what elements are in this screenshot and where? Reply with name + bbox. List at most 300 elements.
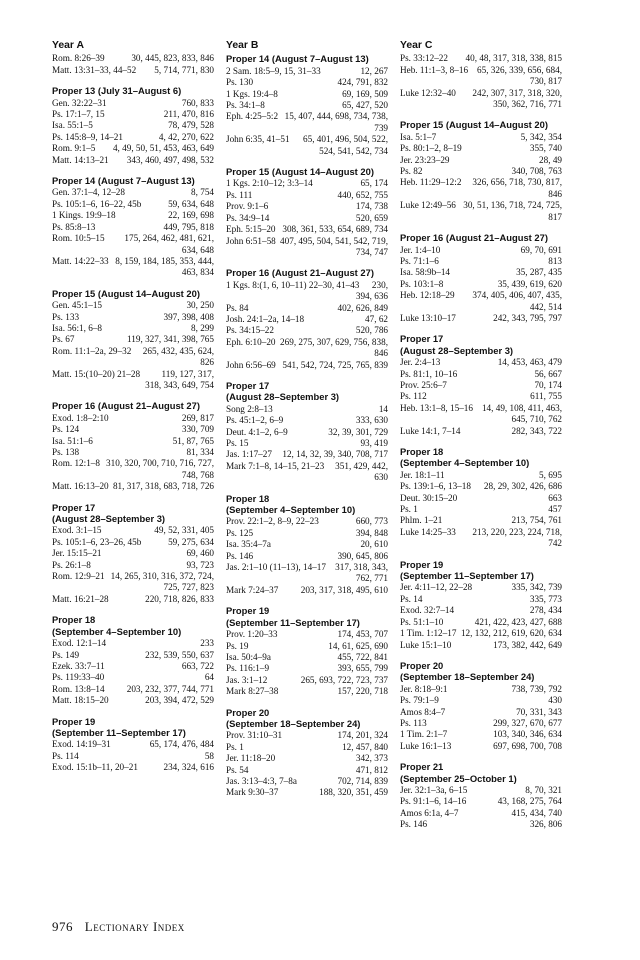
proper-heading <box>52 175 214 186</box>
index-entry <box>52 458 214 481</box>
index-entry <box>226 652 388 663</box>
index-entry <box>52 481 214 492</box>
index-entry <box>400 808 562 819</box>
proper-heading <box>52 400 214 411</box>
page-references: 265, 693, 722, 723, 737 <box>300 674 388 685</box>
year-heading: Year C <box>400 40 433 51</box>
index-entry <box>400 493 562 504</box>
scripture-reference: Exod. 12:1–14 <box>52 638 107 649</box>
scripture-reference: Ps. 33:12–22 <box>400 53 448 64</box>
page-references: 15, 407, 444, 698, 734, 738, 739 <box>284 111 388 133</box>
index-entry <box>52 594 214 605</box>
scripture-reference: Jas. 1:17–27 <box>226 449 272 460</box>
proper-section <box>52 502 214 606</box>
scripture-reference: Ps. 80:1–2, 8–19 <box>400 143 462 154</box>
scripture-reference: Jas. 3:1–12 <box>226 674 268 685</box>
scripture-reference: Exod. 32:7–14 <box>400 605 455 616</box>
proper-section <box>400 660 562 752</box>
proper-heading <box>52 716 214 739</box>
index-entry <box>226 77 388 88</box>
page-references: 51, 87, 765 <box>172 435 214 446</box>
proper-heading-line: Proper 17 <box>226 379 270 391</box>
page-references: 81, 317, 318, 683, 718, 726 <box>112 481 214 492</box>
index-entry <box>400 313 562 324</box>
page-references: 702, 714, 839 <box>337 775 388 786</box>
page-references: 213, 220, 223, 224, 718, 742 <box>472 526 562 549</box>
scripture-reference: Ps. 14 <box>400 593 423 604</box>
page-references: 69, 169, 509 <box>342 88 388 99</box>
index-entry <box>400 143 562 154</box>
scripture-reference: Rom. 11:1–2a, 29–32 <box>52 345 132 356</box>
index-entry <box>52 65 214 76</box>
scripture-reference: Rom. 12:1–8 <box>52 458 100 469</box>
index-entry <box>226 765 388 776</box>
page-references: 5, 714, 771, 830 <box>154 64 214 75</box>
index-entry <box>52 638 214 649</box>
proper-heading-line: (September 4–September 10) <box>52 625 182 637</box>
page-references: 8, 754 <box>191 187 214 198</box>
index-entry <box>400 380 562 391</box>
proper-section <box>400 53 562 110</box>
index-entry <box>226 280 388 303</box>
page-references: 12, 14, 32, 39, 340, 708, 717 <box>282 449 388 460</box>
proper-heading <box>52 85 214 96</box>
page-references: 175, 264, 462, 481, 621, 634, 648 <box>124 233 214 255</box>
page-references: 663 <box>548 492 562 503</box>
index-entry <box>400 684 562 695</box>
page-references: 69, 460 <box>186 548 214 559</box>
scripture-reference: Ps. 45:1–2, 6–9 <box>226 415 284 426</box>
proper-heading-line: Proper 16 (August 21–August 27) <box>400 232 548 244</box>
proper-heading-line: (September 18–September 24) <box>226 717 361 729</box>
page-references: 282, 343, 722 <box>511 425 562 436</box>
scripture-reference: Exod. 15:1b–11, 20–21 <box>52 762 138 773</box>
running-title: Lectionary Index <box>84 919 185 934</box>
page-references: 103, 340, 346, 634 <box>493 729 562 740</box>
proper-section <box>226 53 388 157</box>
page-references: 14, 49, 108, 411, 463, 645, 710, 762 <box>481 402 562 425</box>
page-references: 5, 695 <box>539 469 562 480</box>
proper-section <box>226 707 388 799</box>
page-references: 65, 401, 496, 504, 522, 524, 541, 542, 734 <box>303 134 388 156</box>
page-references: 35, 287, 435 <box>516 267 562 278</box>
scripture-reference: Ps. 85:8–13 <box>52 221 96 232</box>
proper-heading-line: Proper 15 (August 14–August 20) <box>52 287 200 299</box>
page-references: 333, 630 <box>355 415 388 426</box>
index-entry <box>52 413 214 424</box>
scripture-reference: Exod. 1:8–2:10 <box>52 412 109 423</box>
column-year-c <box>400 40 562 840</box>
page-references: 611, 755 <box>530 391 562 402</box>
proper-heading-line: Proper 19 <box>226 605 270 617</box>
page-references: 78, 479, 528 <box>168 120 214 131</box>
index-entry <box>400 256 562 267</box>
scripture-reference: Eph. 4:25–5:2 <box>226 111 279 122</box>
index-entry <box>52 739 214 750</box>
proper-section <box>226 493 388 597</box>
scripture-reference: Ps. 17:1–7, 15 <box>52 109 105 120</box>
scripture-reference: Mark 7:1–8, 14–15, 21–23 <box>226 460 325 471</box>
proper-heading <box>400 446 562 469</box>
index-entry <box>400 391 562 402</box>
year-heading: Year B <box>226 40 259 51</box>
scripture-reference: Jer. 8:18–9:1 <box>400 683 448 694</box>
index-entry <box>226 178 388 189</box>
index-entry <box>226 224 388 235</box>
index-entry <box>400 729 562 740</box>
page-references: 213, 754, 761 <box>511 515 562 526</box>
page-references: 28, 29, 302, 426, 686 <box>483 481 562 492</box>
scripture-reference: Deut. 30:15–20 <box>400 492 458 503</box>
page-references: 93, 723 <box>186 559 214 570</box>
page-references: 4, 49, 50, 51, 453, 463, 649 <box>112 143 214 154</box>
index-entry <box>400 785 562 796</box>
page-references: 813 <box>548 255 562 266</box>
page-references: 393, 655, 799 <box>337 663 388 674</box>
index-entry <box>400 426 562 437</box>
proper-heading <box>226 493 388 516</box>
index-entry <box>400 718 562 729</box>
page-references: 8, 299 <box>191 322 214 333</box>
scripture-reference: Prov. 9:1–6 <box>226 201 269 212</box>
scripture-reference: Rom. 13:8–14 <box>52 683 105 694</box>
scripture-reference: Eph. 5:15–20 <box>226 224 276 235</box>
index-entry <box>226 528 388 539</box>
page-references: 234, 324, 616 <box>163 762 214 773</box>
page-references: 43, 168, 275, 764 <box>497 796 562 807</box>
scripture-reference: 1 Tim. 1:12–17 <box>400 628 457 639</box>
scripture-reference: Isa. 58:9b–14 <box>400 267 451 278</box>
scripture-reference: Ps. 54 <box>226 764 249 775</box>
index-entry <box>226 730 388 741</box>
page-references: 65, 174 <box>360 178 388 189</box>
scripture-reference: Heb. 11:1–3, 8–16 <box>400 64 469 75</box>
page-references: 14, 453, 463, 479 <box>497 357 562 368</box>
page-references: 58 <box>204 750 214 761</box>
index-entry <box>400 605 562 616</box>
scripture-reference: Eph. 6:10–20 <box>226 336 276 347</box>
scripture-reference: Rom. 10:5–15 <box>52 233 105 244</box>
index-entry <box>52 98 214 109</box>
scripture-reference: Luke 14:25–33 <box>400 526 456 537</box>
scripture-reference: Ps. 103:1–8 <box>400 278 444 289</box>
scripture-reference: Josh. 24:1–2a, 14–18 <box>226 313 305 324</box>
page-references: 308, 361, 533, 654, 689, 734 <box>282 224 388 235</box>
proper-section <box>52 400 214 492</box>
scripture-reference: Jas. 2:1–10 (11–13), 14–17 <box>226 562 326 573</box>
page-references: 203, 394, 472, 529 <box>145 695 214 706</box>
proper-heading-line: Proper 14 (August 7–August 13) <box>52 175 195 187</box>
page-references: 697, 698, 700, 708 <box>493 740 562 751</box>
index-entry <box>400 53 562 64</box>
scripture-reference: Matt. 16:21–28 <box>52 593 109 604</box>
page-references: 49, 52, 331, 405 <box>154 525 214 536</box>
index-entry <box>52 537 214 548</box>
index-entry <box>226 629 388 640</box>
index-entry <box>400 88 562 111</box>
proper-section <box>400 333 562 437</box>
page-references: 30, 445, 823, 833, 846 <box>131 53 214 64</box>
index-entry <box>52 751 214 762</box>
index-entry <box>226 438 388 449</box>
scripture-reference: Ps. 19 <box>226 640 249 651</box>
page-references: 28, 49 <box>539 154 562 165</box>
scripture-reference: John 6:56–69 <box>226 359 276 370</box>
scripture-reference: Ps. 1 <box>226 741 244 752</box>
scripture-reference: Matt. 15:(10–20) 21–28 <box>52 368 141 379</box>
scripture-reference: Isa. 5:1–7 <box>400 131 437 142</box>
proper-heading-line: Proper 18 <box>226 492 270 504</box>
index-entry <box>400 132 562 143</box>
proper-heading-line: Proper 19 <box>52 715 96 727</box>
page-references: 326, 656, 718, 730, 817, 846 <box>472 177 562 199</box>
page-references: 40, 48, 317, 318, 338, 815 <box>465 53 562 64</box>
scripture-reference: Gen. 32:22–31 <box>52 97 107 108</box>
scripture-reference: Jer. 32:1–3a, 6–15 <box>400 784 468 795</box>
index-entry <box>226 89 388 100</box>
index-entry <box>226 404 388 415</box>
proper-heading-line: Proper 17 <box>400 333 444 345</box>
proper-heading-line: Proper 21 <box>400 761 444 773</box>
page-references: 278, 434 <box>529 605 562 616</box>
index-entry <box>52 762 214 773</box>
proper-heading-line: (September 11–September 17) <box>400 570 534 582</box>
page-references: 326, 806 <box>529 819 562 830</box>
scripture-reference: Ps. 84 <box>226 302 249 313</box>
index-entry <box>52 187 214 198</box>
index-entry <box>52 109 214 120</box>
proper-heading-line: (September 18–September 24) <box>400 671 535 683</box>
proper-section <box>226 267 388 371</box>
index-entry <box>52 256 214 279</box>
index-entry <box>52 661 214 672</box>
index-entry <box>400 582 562 593</box>
index-entry <box>226 134 388 157</box>
scripture-reference: Prov. 25:6–7 <box>400 379 447 390</box>
page-references: 233 <box>200 638 214 649</box>
page-references: 14, 61, 625, 690 <box>328 640 388 651</box>
proper-heading <box>400 232 562 243</box>
scripture-reference: Ps. 34:9–14 <box>226 212 270 223</box>
page-references: 35, 439, 619, 620 <box>497 278 562 289</box>
scripture-reference: Mark 8:27–38 <box>226 686 279 697</box>
column-year-b <box>226 40 388 808</box>
scripture-reference: Ps. 114 <box>52 750 79 761</box>
scripture-reference: Heb. 12:18–29 <box>400 290 455 301</box>
index-entry <box>52 695 214 706</box>
index-entry <box>226 236 388 259</box>
proper-section <box>226 166 388 258</box>
scripture-reference: 1 Kgs. 19:4–8 <box>226 88 278 99</box>
index-entry <box>52 684 214 695</box>
page-references: 394, 848 <box>355 527 388 538</box>
index-entry <box>226 787 388 798</box>
index-entry <box>226 66 388 77</box>
page-references: 269, 275, 307, 629, 756, 838, 846 <box>280 336 388 359</box>
page-references: 93, 419 <box>360 438 388 448</box>
page-references: 14, 265, 310, 316, 372, 724, 725, 727, 823 <box>110 571 214 593</box>
scripture-reference: Ps. 34:1–8 <box>226 100 265 111</box>
index-entry <box>400 640 562 651</box>
page-references: 203, 232, 377, 744, 771 <box>126 683 214 694</box>
scripture-reference: Isa. 50:4–9a <box>226 651 271 662</box>
scripture-reference: Heb. 11:29–12:2 <box>400 177 462 188</box>
proper-heading <box>226 605 388 628</box>
index-entry <box>226 539 388 550</box>
scripture-reference: Rom. 9:1–5 <box>52 143 96 154</box>
proper-section <box>226 605 388 697</box>
index-entry <box>52 132 214 143</box>
scripture-reference: Jer. 2:4–13 <box>400 357 441 368</box>
index-entry <box>52 571 214 594</box>
page-references: 355, 740 <box>529 143 562 154</box>
scripture-reference: Ps. 82 <box>400 166 423 177</box>
scripture-reference: Ps. 105:1–6, 16–22, 45b <box>52 198 142 209</box>
index-entry <box>400 515 562 526</box>
scripture-reference: Heb. 13:1–8, 15–16 <box>400 402 473 413</box>
scripture-reference: Song 2:8–13 <box>226 403 273 414</box>
scripture-reference: Ps. 138 <box>52 447 80 457</box>
index-entry <box>226 449 388 460</box>
page-references: 402, 626, 849 <box>337 302 388 313</box>
scripture-reference: Jer. 4:11–12, 22–28 <box>400 582 473 593</box>
index-entry <box>226 663 388 674</box>
page-references: 56, 667 <box>534 368 562 379</box>
scripture-reference: 1 Tim. 2:1–7 <box>400 729 448 740</box>
proper-section <box>400 761 562 830</box>
page-references: 70, 331, 343 <box>516 706 562 717</box>
proper-heading <box>52 502 214 525</box>
scripture-reference: Ps. 145:8–9, 14–21 <box>52 131 123 142</box>
scripture-reference: Ps. 67 <box>52 334 75 345</box>
scripture-reference: Amos 6:1a, 4–7 <box>400 807 459 818</box>
index-entry <box>400 695 562 706</box>
proper-section <box>52 716 214 774</box>
proper-heading-line: Proper 19 <box>400 558 444 570</box>
scripture-reference: Ps. 1 <box>400 504 418 515</box>
proper-section <box>52 614 214 706</box>
proper-heading-line: Proper 18 <box>400 446 444 457</box>
page-references: 520, 786 <box>355 325 388 336</box>
scripture-reference: Ps. 91:1–6, 14–16 <box>400 796 467 807</box>
scripture-reference: Ezek. 33:7–11 <box>52 660 105 671</box>
proper-heading-line: (September 11–September 17) <box>226 616 360 628</box>
index-entry <box>400 796 562 807</box>
scripture-reference: Phlm. 1–21 <box>400 515 443 526</box>
index-entry <box>52 369 214 392</box>
proper-section <box>400 119 562 223</box>
page-references: 541, 542, 724, 725, 765, 839 <box>282 359 388 370</box>
proper-section <box>52 53 214 76</box>
scripture-reference: Luke 16:1–13 <box>400 740 452 751</box>
proper-heading-line: Proper 15 (August 14–August 20) <box>400 119 548 131</box>
proper-heading-line: Proper 13 (July 31–August 6) <box>52 85 182 97</box>
index-entry <box>400 245 562 256</box>
index-entry <box>400 369 562 380</box>
scripture-reference: Ps. 146 <box>400 819 428 830</box>
page-references: 59, 275, 634 <box>168 536 214 547</box>
index-entry <box>400 166 562 177</box>
scripture-reference: Amos 8:4–7 <box>400 706 446 717</box>
scripture-reference: Ps. 119:33–40 <box>52 672 105 683</box>
page-references: 59, 634, 648 <box>168 198 214 209</box>
proper-heading-line: Proper 16 (August 21–August 27) <box>52 400 200 412</box>
index-entry <box>226 776 388 787</box>
proper-section <box>400 232 562 324</box>
index-entry <box>400 628 562 639</box>
index-entry <box>52 222 214 233</box>
page-references: 330, 709 <box>181 424 214 435</box>
page-references: 69, 70, 691 <box>520 244 562 255</box>
page-references: 421, 422, 423, 427, 688 <box>474 616 562 627</box>
page-references: 22, 169, 698 <box>168 210 214 221</box>
index-entry <box>226 201 388 212</box>
proper-heading <box>226 53 388 64</box>
proper-heading-line: Proper 15 (August 14–August 20) <box>226 166 374 178</box>
page-references: 70, 174 <box>534 379 562 390</box>
scripture-reference: Isa. 56:1, 6–8 <box>52 322 103 333</box>
page-references: 8, 159, 184, 185, 353, 444, 463, 834 <box>115 255 214 278</box>
proper-section <box>52 175 214 279</box>
index-entry <box>400 481 562 492</box>
page-references: 65, 326, 339, 656, 684, 730, 817 <box>477 64 562 87</box>
page-references: 174, 453, 707 <box>337 629 388 640</box>
page-references: 343, 460, 497, 498, 532 <box>126 154 214 165</box>
proper-section <box>226 380 388 484</box>
scripture-reference: Ps. 111 <box>226 189 253 200</box>
scripture-reference: Mark 7:24–37 <box>226 584 279 595</box>
page-references: 174, 738 <box>355 201 388 212</box>
scripture-reference: John 6:51–58 <box>226 235 276 246</box>
scripture-reference: Matt. 13:31–33, 44–52 <box>52 64 137 75</box>
scripture-reference: Jer. 18:1–11 <box>400 469 445 480</box>
index-entry <box>226 325 388 336</box>
proper-heading <box>226 707 388 730</box>
proper-heading-line: (September 11–September 17) <box>52 726 186 738</box>
scripture-reference: Jer. 11:18–20 <box>226 753 276 764</box>
scripture-reference: Ps. 79:1–9 <box>400 695 439 706</box>
page-references: 660, 773 <box>355 516 388 527</box>
index-entry <box>400 504 562 515</box>
page-references: 173, 382, 442, 649 <box>493 639 562 650</box>
proper-heading <box>400 761 562 784</box>
proper-heading <box>52 614 214 637</box>
index-entry <box>400 470 562 481</box>
scripture-reference: Luke 12:32–40 <box>400 87 456 98</box>
page-references: 269, 817 <box>181 412 214 423</box>
page-references: 5, 342, 354 <box>520 131 562 142</box>
index-entry <box>52 120 214 131</box>
page-references: 335, 773 <box>529 593 562 604</box>
scripture-reference: Matt. 14:13–21 <box>52 154 109 165</box>
scripture-reference: Ps. 34:15–22 <box>226 325 274 336</box>
page-references: 457 <box>548 504 562 515</box>
scripture-reference: Ps. 112 <box>400 391 427 402</box>
proper-heading-line: (August 28–September 3) <box>52 513 166 525</box>
scripture-reference: Luke 12:49–56 <box>400 200 456 211</box>
page-references: 455, 722, 841 <box>337 651 388 662</box>
page-references: 471, 812 <box>355 764 388 775</box>
index-entry <box>400 403 562 426</box>
index-entry <box>226 551 388 562</box>
page-references: 299, 327, 670, 677 <box>493 717 562 728</box>
scripture-reference: Jer. 15:15–21 <box>52 548 102 559</box>
page-references: 738, 739, 792 <box>511 683 562 694</box>
page-references: 30, 51, 136, 718, 724, 725, 817 <box>463 200 562 222</box>
page-references: 520, 659 <box>355 212 388 223</box>
index-entry <box>400 65 562 88</box>
page-references: 310, 320, 700, 710, 716, 727, 748, 768 <box>106 458 214 480</box>
